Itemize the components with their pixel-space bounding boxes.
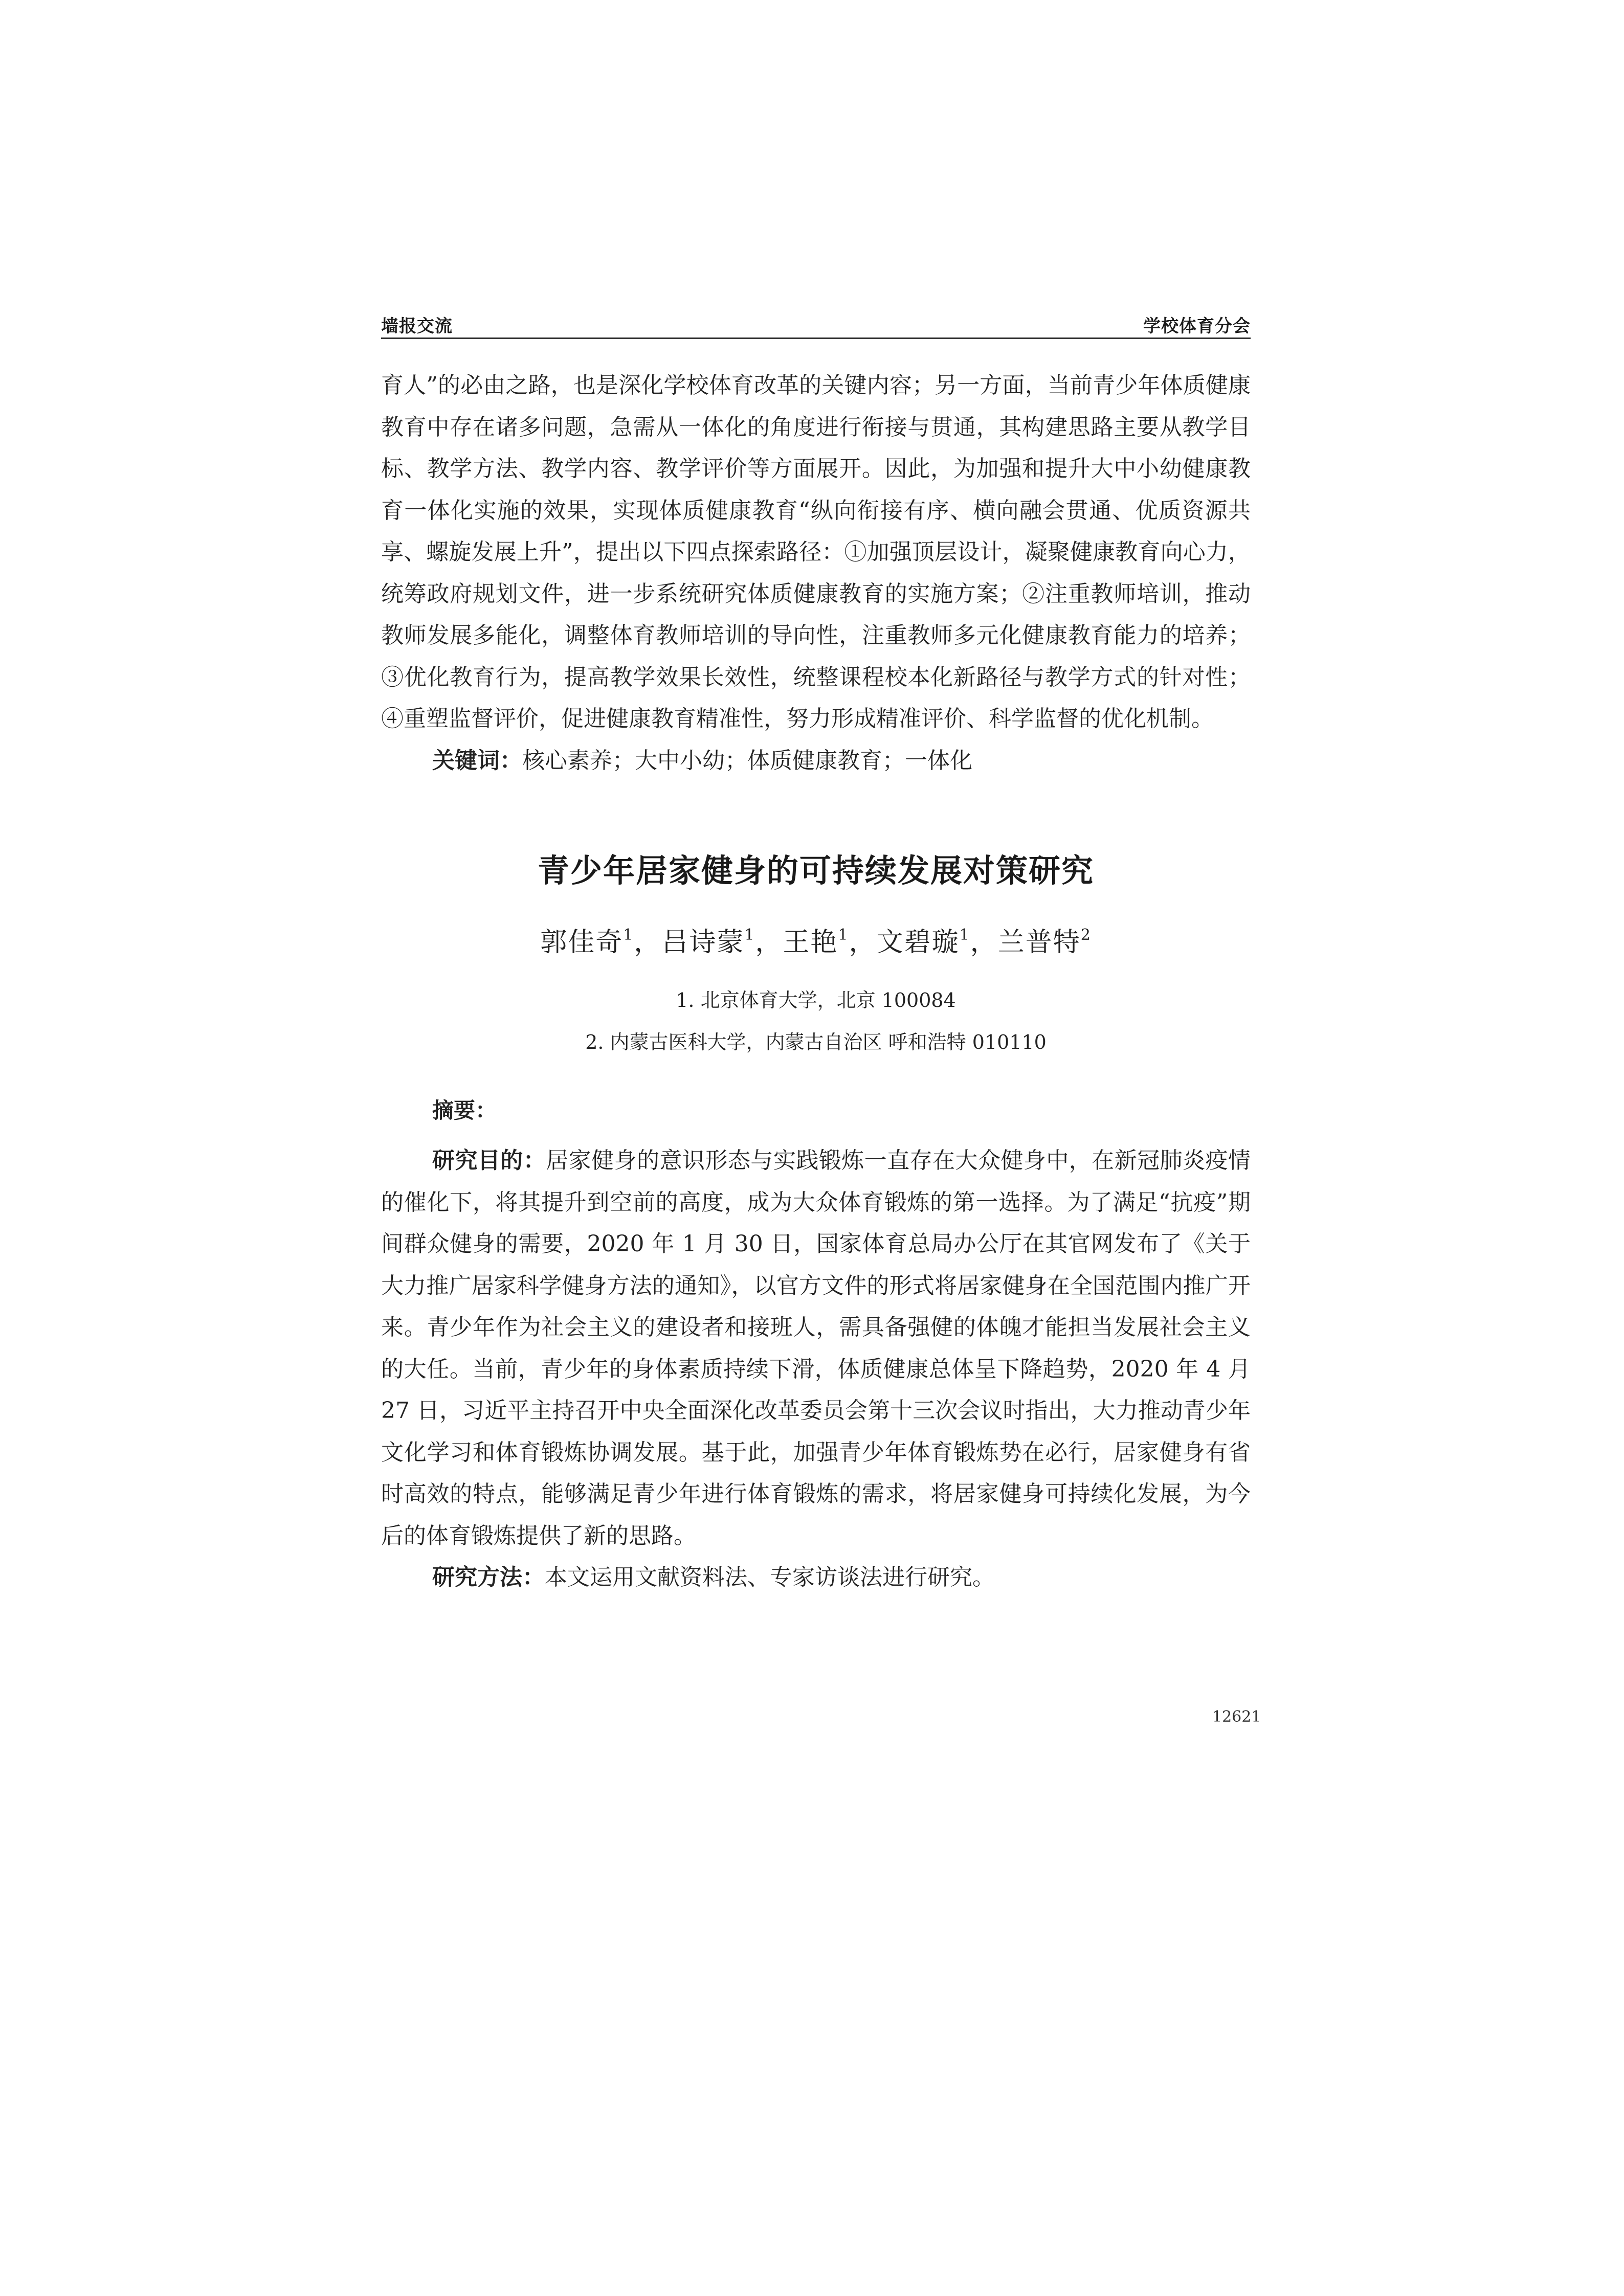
research-purpose-paragraph xyxy=(381,1140,1251,1557)
author-separator: ， xyxy=(755,927,783,958)
article-title: 青少年居家健身的可持续发展对策研究 xyxy=(537,852,1094,889)
author-separator: ， xyxy=(849,927,877,958)
abstract-body xyxy=(381,1140,1251,1599)
author-affiliation-mark: 1 xyxy=(838,926,849,944)
previous-abstract-paragraph: 育人”的必由之路，也是深化学校体育改革的关键内容；另一方面，当前青少年体质健康教育中存在诸多问题，急需从一体化的角度进行衔接与贯通，其构建思路主要从教学目标、教学方法、教学内容、教学评价等方面展开。因此，为加强和提升大中小幼健康教育一体化实施的效果，实现体质健康教育“纵向衔接有序、横向融会贯通、优质资源共享、螺旋发展上升”，提出以下四点探索路径：①加强顶层设计，凝聚健康教育向心力，统筹政府规划文件，进一步系统研究体质健康教育的实施方案；②注重教师培训，推动教师发展多能化，调整体育教师培训的导向性，注重教师多元化健康教育能力的培养；③优化教育行为，提高教学效果长效性，统整课程校本化新路径与教学方式的针对性；④重塑监督评价，促进健康教育精准性，努力形成精准评价、科学监督的优化机制。 xyxy=(381,372,1251,732)
research-method-label: 研究方法： xyxy=(432,1564,545,1590)
research-method-paragraph xyxy=(381,1557,1251,1599)
author-name: 郭佳奇 xyxy=(540,927,624,958)
page-number: 12621 xyxy=(1212,1708,1261,1726)
affiliation-line: 2. 内蒙古医科大学，内蒙古自治区 呼和浩特 010110 xyxy=(585,1031,1047,1053)
author-affiliation-mark: 1 xyxy=(623,926,634,944)
research-method-text: 本文运用文献资料法、专家访谈法进行研究。 xyxy=(545,1564,995,1590)
research-purpose-text: 居家健身的意识形态与实践锻炼一直存在大众健身中，在新冠肺炎疫情的催化下，将其提升到空前的高度，成为大众体育锻炼的第一选择。为了满足“抗疫”期间群众健身的需要，2020 年 1 月 30 日，国家体育总局办公厅在其官网发布了《关于大力推广居家科学健身方法的通知》，以官方文件的形式将居家健身在全国范围内推广开来。青少年作为社会主义的建设者和接班人，需具备强健的体魄才能担当发展社会主义的大任。当前，青少年的身体素质持续下滑，体质健康总体呈下降趋势，2020 年 4 月 27 日，习近平主持召开中央全面深化改革委员会第十三次会议时指出，大力推动青少年文化学习和体育锻炼协调发展。基于此，加强青少年体育锻炼势在必行，居家健身有省时高效的特点，能够满足青少年进行体育锻炼的需求，将居家健身可持续化发展，为今后的体育锻炼提供了新的思路。 xyxy=(381,1147,1251,1549)
author-separator: ， xyxy=(634,927,662,958)
header-section-label: 墙报交流 xyxy=(381,316,453,336)
header-society-label: 学校体育分会 xyxy=(1143,316,1251,336)
author-name: 王艳 xyxy=(783,927,838,958)
affiliation-list xyxy=(381,979,1251,1063)
author-name: 吕诗蒙 xyxy=(661,927,745,958)
keywords-label: 关键词： xyxy=(432,747,522,774)
author-name: 文碧璇 xyxy=(876,927,960,958)
research-purpose-label: 研究目的： xyxy=(432,1147,546,1174)
affiliation-line: 1. 北京体育大学，北京 100084 xyxy=(676,989,956,1011)
abstract-heading: 摘要： xyxy=(432,1098,497,1123)
author-affiliation-mark: 1 xyxy=(959,926,970,944)
page-content xyxy=(381,302,1251,1599)
previous-abstract xyxy=(381,365,1251,781)
running-header xyxy=(381,302,1251,339)
author-separator: ， xyxy=(970,927,998,958)
author-affiliation-mark: 2 xyxy=(1080,926,1092,944)
keywords-text: 核心素养；大中小幼；体质健康教育；一体化 xyxy=(522,747,972,774)
author-list xyxy=(381,920,1251,959)
author-name: 兰普特 xyxy=(997,927,1081,958)
keywords-line xyxy=(381,740,1251,782)
author-affiliation-mark: 1 xyxy=(744,926,755,944)
